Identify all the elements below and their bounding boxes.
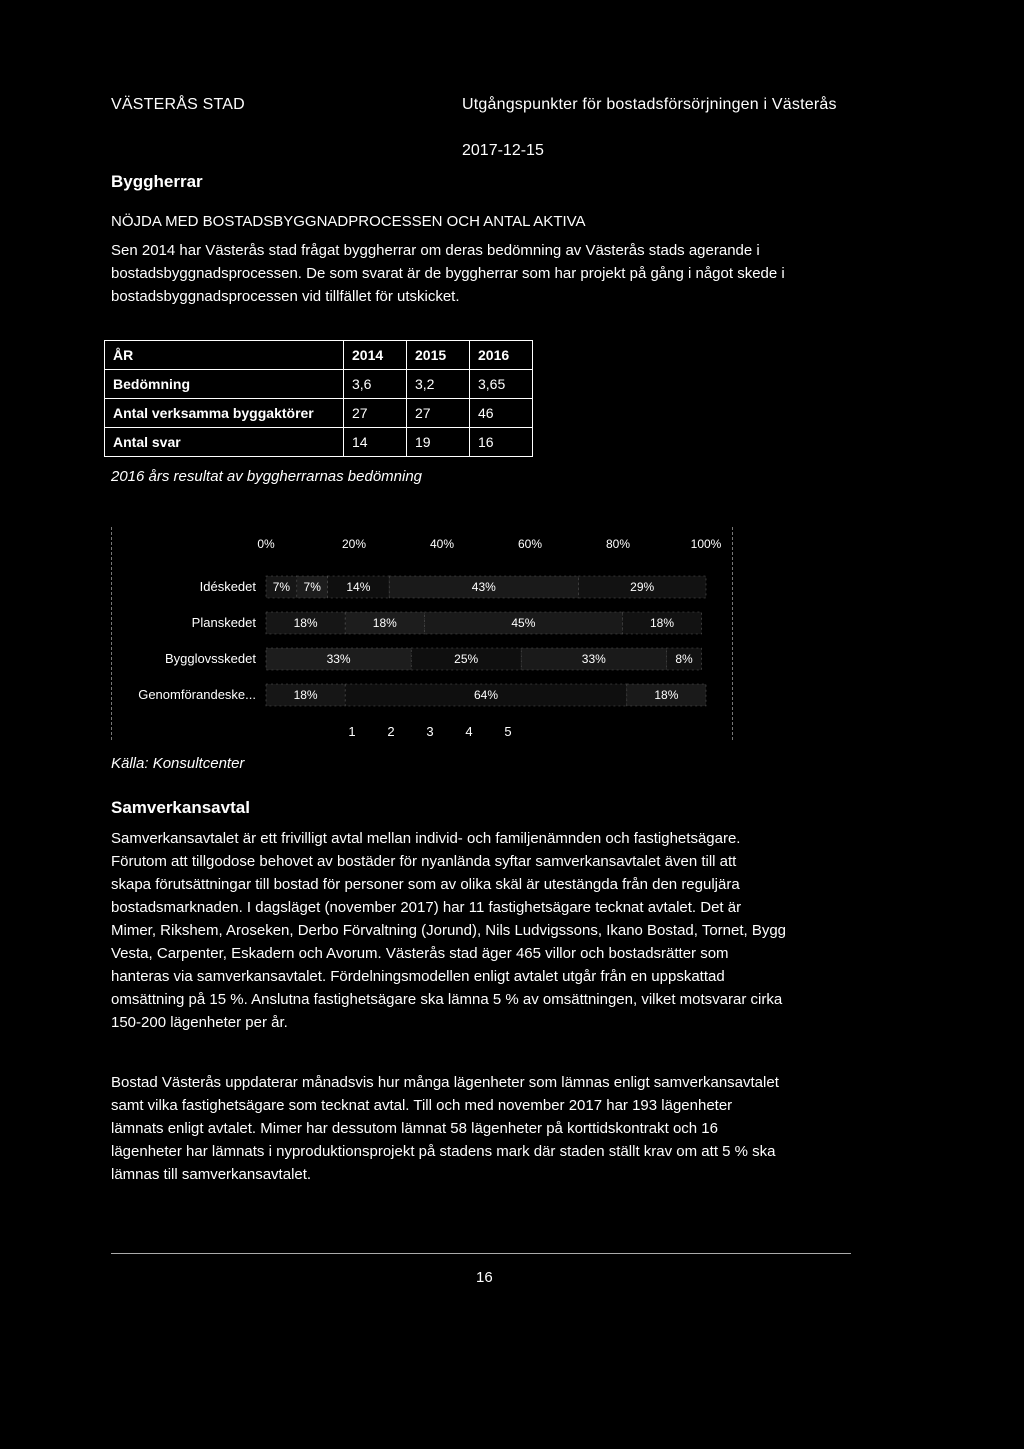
paragraph-line: lämnats enligt avtalet. Mimer har dessutom lämnat 58 lägenheter på korttidskontrakt och 16	[111, 1120, 718, 1137]
footer-divider	[111, 1253, 851, 1254]
paragraph-line: Mimer, Rikshem, Aroseken, Derbo Förvaltning (Jorund), Nils Ludvigssons, Ikano Bostad, Tornet, Bygg	[111, 922, 787, 939]
samverkan-paragraph-1	[111, 827, 851, 1034]
paragraph-line: Samverkansavtalet är ett frivilligt avtal mellan individ- och familjenämnden och fastighetsägare.	[111, 830, 741, 847]
paragraph-line: Vesta, Carpenter, Eskadern och Avorum. Västerås stad äger 465 villor och bostadsrätter som	[111, 945, 729, 962]
data-label: 14%	[346, 580, 371, 594]
table-cell: 19	[407, 428, 470, 457]
data-label: 33%	[581, 652, 606, 666]
x-tick-label: 40%	[429, 537, 455, 551]
section-title-byggherrar: Byggherrar	[111, 172, 203, 191]
table-cell: 27	[344, 399, 407, 428]
table-cell: 46	[470, 399, 533, 428]
paragraph-line: 150-200 lägenheter per år.	[111, 1014, 288, 1031]
data-label: 8%	[675, 652, 693, 666]
x-tick-label: 100%	[690, 537, 722, 551]
stats-table	[104, 340, 533, 457]
x-tick-label: 80%	[605, 537, 631, 551]
table-cell: 14	[344, 428, 407, 457]
paragraph-line: omsättning på 15 %. Anslutna fastighetsägare ska lämna 5 % av omsättningen, vilket motsvarar cirka	[111, 991, 783, 1008]
table-row-label: Antal svar	[105, 428, 344, 457]
x-tick-label: 60%	[517, 537, 543, 551]
samverkan-paragraph-2	[111, 1071, 851, 1186]
page-number: 16	[476, 1269, 493, 1286]
table-row-label: Antal verksamma byggaktörer	[105, 399, 344, 428]
stacked-bar-chart	[111, 527, 731, 752]
section-title-samverkansavtal: Samverkansavtal	[111, 798, 250, 817]
table-row	[105, 399, 533, 428]
legend-entry: 4	[465, 724, 473, 739]
table-cell: 27	[407, 399, 470, 428]
data-label: 25%	[454, 652, 479, 666]
data-label: 45%	[511, 616, 536, 630]
table-header-cell: ÅR	[105, 341, 344, 370]
x-tick-label: 20%	[341, 537, 367, 551]
legend-entry: 3	[426, 724, 434, 739]
intro-line: bostadsbyggnadsprocessen vid tillfället för utskicket.	[111, 288, 460, 305]
table-cell: 3,65	[470, 370, 533, 399]
paragraph-line: skapa förutsättningar till bostad för personer som av olika skäl är utestängda från den reguljära	[111, 876, 740, 893]
paragraph-line: Förutom att tillgodose behovet av bostäder för nyanlända syftar samverkansavtalet även till att	[111, 853, 737, 870]
data-label: 43%	[471, 580, 496, 594]
table-header-row	[105, 341, 533, 370]
header-date: 2017-12-15	[462, 142, 544, 159]
legend-entry: 1	[348, 724, 356, 739]
category-label: Genomförandeske...	[138, 687, 256, 702]
data-label: 18%	[649, 616, 675, 630]
paragraph-line: hanteras via samverkansavtalet. Fördelningsmodellen enligt avtalet utgår från en uppskattad	[111, 968, 725, 985]
table-header-cell: 2016	[470, 341, 533, 370]
intro-line: bostadsbyggnadsprocessen. De som svarat är de byggherrar som har projekt på gång i något skede i	[111, 265, 785, 282]
data-label: 64%	[473, 688, 499, 702]
legend-entry: 2	[387, 724, 395, 739]
data-label: 18%	[372, 616, 397, 630]
header-org: VÄSTERÅS STAD	[111, 96, 245, 113]
data-label: 18%	[293, 616, 318, 630]
intro-line: Sen 2014 har Västerås stad frågat byggherrar om deras bedömning av Västerås stads agerande i	[111, 242, 760, 259]
intro-paragraph	[111, 239, 851, 308]
data-label: 29%	[630, 580, 655, 594]
paragraph-line: samt vilka fastighetsägare som tecknat avtal. Till och med november 2017 har 193 lägenheter	[111, 1097, 733, 1114]
table-cell: 16	[470, 428, 533, 457]
x-tick-label: 0%	[257, 537, 275, 551]
paragraph-line: bostadsmarknaden. I dagsläget (november 2017) har 11 fastighetsägare tecknat avtalet. Det är	[111, 899, 742, 916]
table-cell: 3,2	[407, 370, 470, 399]
data-label: 18%	[293, 688, 318, 702]
section-subtitle: NÖJDA MED BOSTADSBYGGNADPROCESSEN OCH ANTAL AKTIVA	[111, 213, 586, 230]
data-label: 7%	[303, 580, 321, 594]
paragraph-line: lämnas till samverkansavtalet.	[111, 1166, 312, 1183]
data-label: 33%	[326, 652, 351, 666]
table-header-cell: 2015	[407, 341, 470, 370]
legend-entry: 5	[504, 724, 512, 739]
table-header-cell: 2014	[344, 341, 407, 370]
header-doc-title: Utgångspunkter för bostadsförsörjningen i Västerås	[462, 96, 837, 113]
chart-caption: 2016 års resultat av byggherrarnas bedömning	[111, 468, 423, 485]
table-row-label: Bedömning	[105, 370, 344, 399]
paragraph-line: Bostad Västerås uppdaterar månadsvis hur många lägenheter som lämnas enligt samverkansavtalet	[111, 1074, 779, 1091]
category-label: Bygglovsskedet	[164, 651, 256, 666]
chart-source: Källa: Konsultcenter	[111, 755, 245, 772]
category-label: Planskedet	[191, 615, 256, 630]
paragraph-line: lägenheter har lämnats i nyproduktionsprojekt på stadens mark där staden ställt krav om att 5 % ska	[111, 1143, 776, 1160]
data-label: 7%	[272, 580, 291, 594]
category-label: Idéskedet	[199, 579, 256, 594]
table-row	[105, 428, 533, 457]
data-label: 18%	[654, 688, 679, 702]
table-row	[105, 370, 533, 399]
table-cell: 3,6	[344, 370, 407, 399]
